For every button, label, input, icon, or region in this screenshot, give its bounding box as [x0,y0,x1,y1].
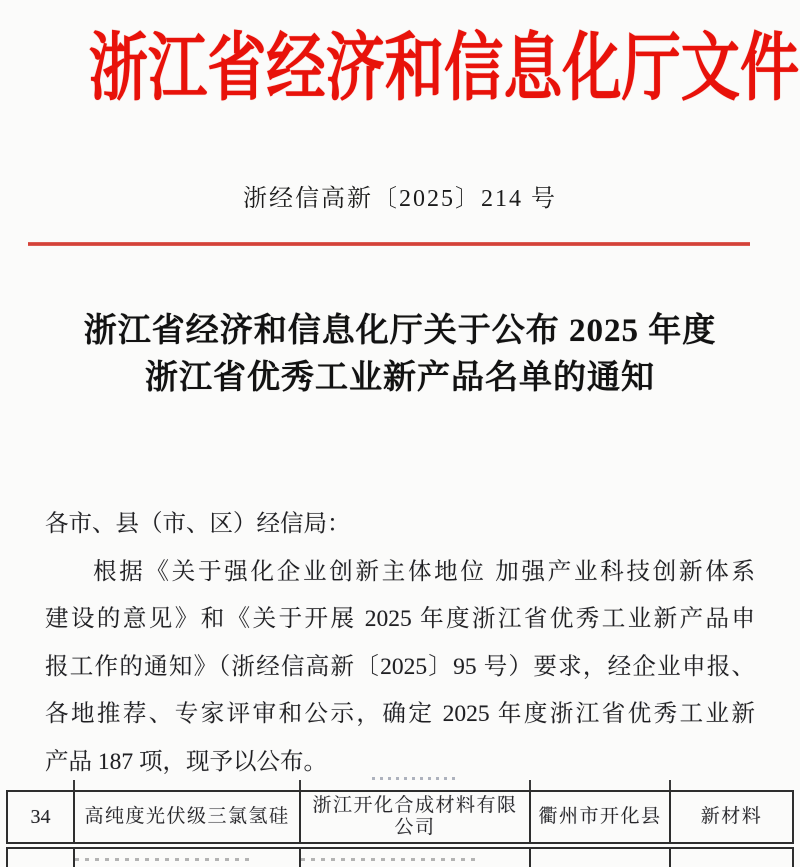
notice-title-line1: 浙江省经济和信息化厅关于公布 2025 年度 [83,313,717,349]
clipped-text-artifact [75,858,250,861]
cell-company [299,792,529,842]
paragraph-line: 根据《关于强化企业创新主体地位 加强产业科技创新体系 [93,558,755,585]
red-divider-line [28,242,750,246]
clipped-text-artifact [301,858,479,861]
letterhead [0,28,800,111]
scan-artifact-dots [372,777,458,780]
notice-title-line2: 浙江省优秀工业新产品名单的通知 [145,360,655,396]
table-row-partial [6,847,794,867]
cell-index [8,849,73,867]
cell-region: 衢州市开化县 [529,792,669,842]
products-table [6,790,794,867]
salutation: 各市、县（市、区）经信局： [45,511,351,537]
cell-company [299,849,529,867]
cell-region [529,849,669,867]
letterhead-org-title: 浙江省经济和信息化厅文件 [88,28,800,110]
cell-product-name [73,849,299,867]
paragraph-line: 产品 187 项，现予以公布。 [45,748,327,775]
paragraph-line: 报工作的通知》（浙经信高新〔2025〕95 号）要求，经企业申报、 [45,653,755,680]
cell-index: 34 [30,806,51,828]
paragraph-line: 各地推荐、专家评审和公示，确定 2025 年度浙江省优秀工业新 [45,701,755,727]
notice-title [0,308,800,402]
paragraph-line: 建设的意见》和《关于开展 2025 年度浙江省优秀工业新产品申 [45,606,755,632]
cell-product-name: 高纯度光伏级三氯氢硅 [73,792,299,842]
cell-category: 新材料 [669,792,792,842]
notice-body [45,501,755,786]
cell-company-line1: 浙江开化合成材料有限 [312,795,518,816]
doc-number: 浙经信高新〔2025〕214 号 [243,186,557,212]
cell-category [669,849,792,867]
cell-company-line2: 公司 [394,817,436,838]
table-row [6,790,794,844]
